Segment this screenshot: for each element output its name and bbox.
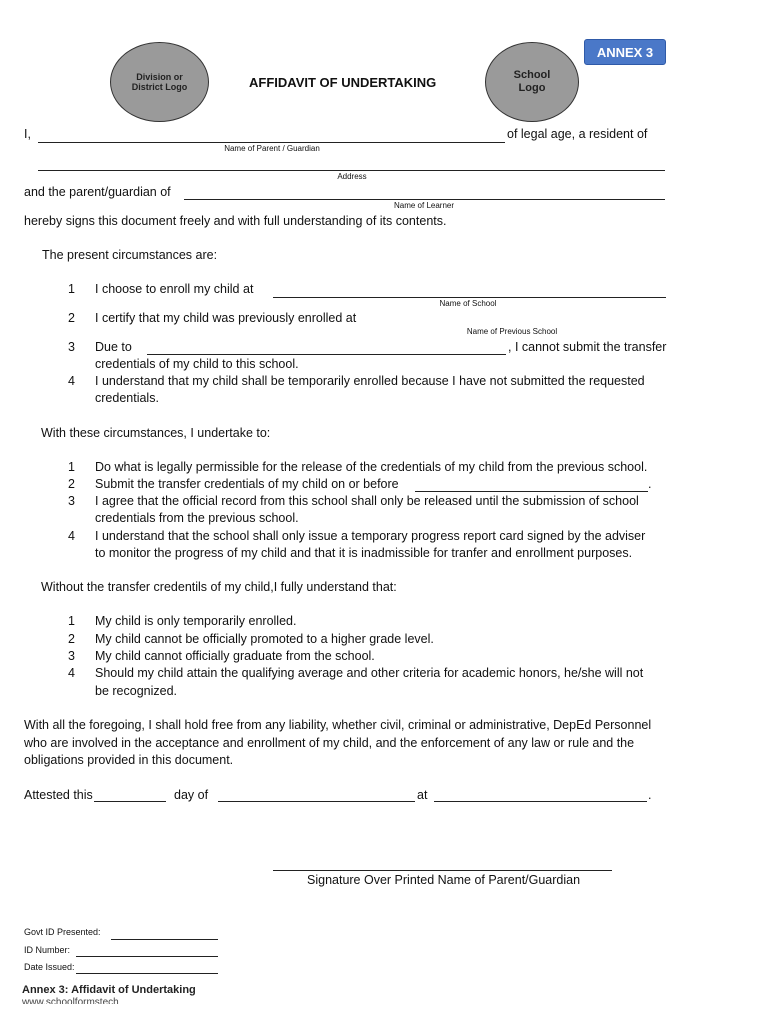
footer-url: www.schoolformstech: [22, 997, 119, 1004]
previous-school-caption: Name of Previous School: [466, 327, 558, 336]
undertake-heading: With these circumstances, I undertake to:: [41, 426, 271, 440]
parent-name-caption: Name of Parent / Guardian: [224, 144, 320, 153]
parent-name-line[interactable]: [38, 142, 505, 143]
parent-of-text: and the parent/guardian of: [24, 185, 171, 199]
school-name-line[interactable]: [273, 297, 666, 298]
circumstance-number: 2: [68, 311, 75, 325]
undertake-number: 1: [68, 460, 75, 474]
attested-month-line[interactable]: [218, 801, 415, 802]
circumstance-number: 1: [68, 282, 75, 296]
understand-heading: Without the transfer credentils of my child,I fully understand that:: [41, 580, 397, 594]
address-line[interactable]: [38, 170, 665, 171]
annex-badge: ANNEX 3: [584, 39, 666, 65]
attested-place-line[interactable]: [434, 801, 647, 802]
date-issued-line[interactable]: [76, 973, 218, 974]
division-logo-label: Division or District Logo: [131, 72, 188, 92]
understand-number: 2: [68, 632, 75, 646]
attested-day-line[interactable]: [94, 801, 166, 802]
undertake-item: Submit the transfer credentials of my child on or before: [95, 477, 399, 491]
school-logo: [485, 42, 579, 122]
circumstance-item-cont: credentials of my child to this school.: [95, 357, 299, 371]
learner-name-line[interactable]: [184, 199, 665, 200]
id-number-line[interactable]: [76, 956, 218, 957]
circumstances-heading: The present circumstances are:: [42, 248, 218, 262]
undertake-item: I understand that the school shall only issue a temporary progress report card signed by the adviser: [95, 529, 646, 543]
undertake-item-cont: credentials from the previous school.: [95, 511, 299, 525]
deadline-line[interactable]: [415, 491, 648, 492]
understand-item: My child is only temporarily enrolled.: [95, 614, 297, 628]
i-label: I,: [24, 127, 31, 141]
understand-item: My child cannot be officially promoted to a higher grade level.: [95, 632, 434, 646]
understand-item: Should my child attain the qualifying average and other criteria for academic honors, he/she will not: [95, 666, 644, 680]
undertake-item-cont: to monitor the progress of my child and that it is inadmissible for tranfer and enrollment purposes.: [95, 546, 633, 560]
day-of-label: day of: [174, 788, 209, 802]
footer-title: Annex 3: Affidavit of Undertaking: [22, 984, 196, 996]
circumstance-item: Due to: [95, 340, 132, 354]
understand-number: 1: [68, 614, 75, 628]
date-issued-label: Date Issued:: [24, 962, 75, 972]
attested-end: .: [648, 788, 652, 802]
govt-id-line[interactable]: [111, 939, 218, 940]
signature-line[interactable]: [273, 870, 612, 871]
at-label: at: [417, 788, 428, 802]
circumstance-number: 3: [68, 340, 75, 354]
legal-age-text: of legal age, a resident of: [507, 127, 648, 141]
reason-line[interactable]: [147, 354, 506, 355]
division-logo: [110, 42, 209, 122]
undertake-number: 3: [68, 494, 75, 508]
signature-caption: Signature Over Printed Name of Parent/Guardian: [307, 873, 581, 887]
foregoing-line: With all the foregoing, I shall hold free from any liability, whether civil, criminal or administrative, DepEd Personnel: [24, 718, 652, 732]
circumstance-item-end: , I cannot submit the transfer: [508, 340, 667, 354]
learner-name-caption: Name of Learner: [393, 201, 455, 210]
document-title: AFFIDAVIT OF UNDERTAKING: [249, 75, 437, 90]
undertake-number: 2: [68, 477, 75, 491]
circumstance-number: 4: [68, 374, 75, 388]
circumstance-item-cont: credentials.: [95, 391, 159, 405]
circumstance-item: I choose to enroll my child at: [95, 282, 254, 296]
circumstance-item: I certify that my child was previously enrolled at: [95, 311, 357, 325]
undertake-item-end: .: [648, 477, 652, 491]
attested-label: Attested this: [24, 788, 93, 802]
undertake-item: I agree that the official record from this school shall only be released until the submission of school: [95, 494, 639, 508]
circumstance-item: I understand that my child shall be temporarily enrolled because I have not submitted the requested: [95, 374, 645, 388]
footer-url-clip: [22, 997, 222, 1004]
undertake-item: Do what is legally permissible for the release of the credentials of my child from the previous school.: [95, 460, 648, 474]
address-caption: Address: [337, 172, 367, 181]
school-logo-label: School Logo: [513, 69, 551, 94]
understand-item-cont: be recognized.: [95, 684, 178, 698]
signs-text: hereby signs this document freely and with full understanding of its contents.: [24, 214, 447, 228]
govt-id-label: Govt ID Presented:: [24, 927, 101, 937]
understand-number: 4: [68, 666, 75, 680]
foregoing-line: who are involved in the acceptance and enrollment of my child, and the enforcement of any law or rule and the: [24, 736, 635, 750]
undertake-number: 4: [68, 529, 75, 543]
foregoing-line: obligations provided in this document.: [24, 753, 234, 767]
id-number-label: ID Number:: [24, 945, 71, 955]
understand-item: My child cannot officially graduate from the school.: [95, 649, 375, 663]
school-name-caption: Name of School: [439, 299, 497, 308]
understand-number: 3: [68, 649, 75, 663]
